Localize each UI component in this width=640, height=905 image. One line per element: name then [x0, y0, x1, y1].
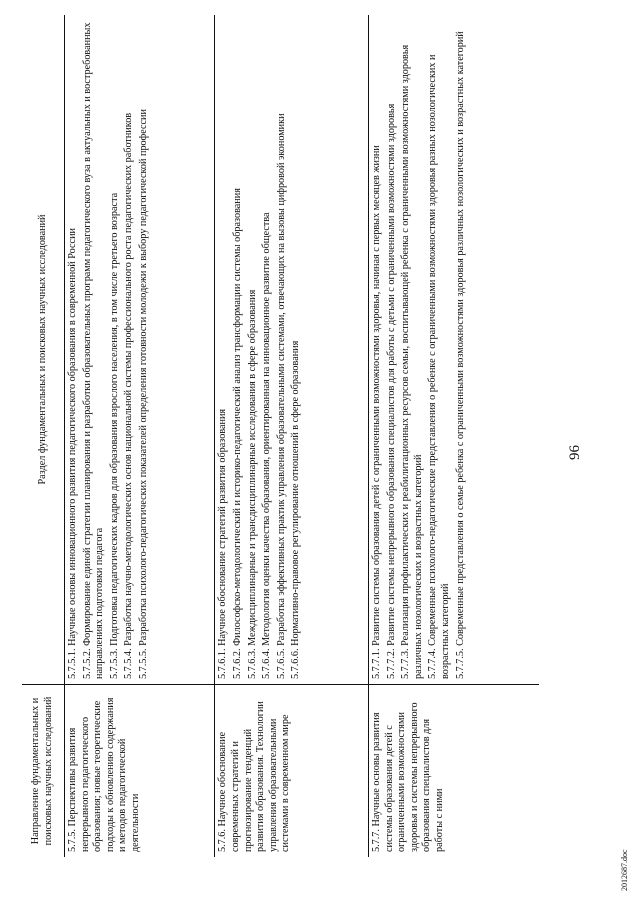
header-direction: Направление фундаментальных и поисковых научных исследований: [22, 685, 65, 858]
topic-item: 5.7.6.3. Междисциплинарные и трансдисциплинарные исследования в сфере образования: [246, 289, 258, 679]
topic-item: 5.7.6.1. Научное обоснование стратегий развития образования: [217, 408, 229, 679]
topic-item: 5.7.5.4. Разработка научно-методологических основ национальной системы профессионального роста педагогических работников: [123, 112, 135, 679]
direction-cell: [65, 685, 215, 858]
research-table: [22, 15, 539, 857]
header-section: Раздел фундаментальных и поисковых научных исследований: [22, 15, 65, 685]
topic-item: 5.7.7.2. Развитие системы непрерывного образования специалистов для работы с детьми с ограниченными возможностями здоровья: [385, 103, 397, 679]
footer-file-code: 2012687.doc: [620, 849, 629, 891]
direction-text: 5.7.6. Научное обоснование современных стратегий и прогнозирование тенденций развития образования. Технологии управления образовательными системами в современном мире: [217, 701, 292, 852]
page-number: 96: [567, 445, 583, 460]
topic-item: 5.7.5.1. Научные основы инновационного развития педагогического образования в современной России: [67, 228, 78, 679]
topic-item: 5.7.7.5. Современные представления о семье ребенка с ограниченными возможностями здоровья различных нозологических и возрастных категорий: [454, 31, 466, 679]
topics-cell: [65, 15, 215, 685]
direction-text: 5.7.5. Перспективы развития непрерывного педагогического образования; новые теоретические подходы к обновлению содержания и методов педагогической деятельности: [67, 697, 141, 852]
topic-item: 5.7.5.2. Формирование единой стратегии планирования и разработки образовательных программ педагогического вуза в актуальных и востребованных направлениях подготовки педагога: [81, 22, 106, 679]
topic-item: 5.7.6.2. Философско-методологический и историко-педагогический анализ трансформации системы образования: [231, 188, 243, 679]
topic-item: 5.7.6.4. Методология оценки качества образования, ориентированная на инновационное развитие общества: [261, 212, 273, 679]
topic-item: 5.7.5.5. Разработка психолого-педагогических показателей определения готовности молодежи к выбору педагогической профессии: [137, 109, 149, 679]
topics-cell: [215, 15, 369, 685]
topic-item: 5.7.6.5. Разработка эффективных практик управления образовательными системами, отвечающих на вызовы цифровой экономики: [275, 113, 287, 679]
table-row: [65, 15, 215, 857]
topic-item: 5.7.7.3. Реализация профилактических и реабилитационных ресурсов семьи, воспитывающей ребенка с ограниченными возможностями здоровья различных нозологических и возрастных категорий: [400, 44, 424, 679]
table-body: [65, 15, 540, 857]
table-row: [369, 15, 539, 857]
topics-cell: [369, 15, 539, 685]
table-header-row: [22, 15, 65, 857]
direction-cell: [215, 685, 369, 858]
topic-item: 5.7.7.1. Развитие системы образования детей с ограниченными возможностями здоровья, начиная с первых месяцев жизни: [371, 145, 383, 679]
topic-item: 5.7.5.3. Подготовка педагогических кадров для образования взрослого населения, в том числе третьего возраста: [108, 192, 120, 679]
topic-item: 5.7.6.6. Нормативно-правовое регулирование отношений в сфере образования: [290, 340, 302, 679]
direction-text: 5.7.7. Научные основы развития системы образования детей с ограниченными возможностями здоровья и системы непрерывного образования специалистов для работы с ними: [371, 702, 445, 852]
direction-cell: [369, 685, 539, 858]
table-row: [215, 15, 369, 857]
topic-item: 5.7.7.4. Современные психолого-педагогические представления о ребенке с ограниченными возможностями здоровья разных нозологических и возрастных категорий: [427, 54, 451, 679]
